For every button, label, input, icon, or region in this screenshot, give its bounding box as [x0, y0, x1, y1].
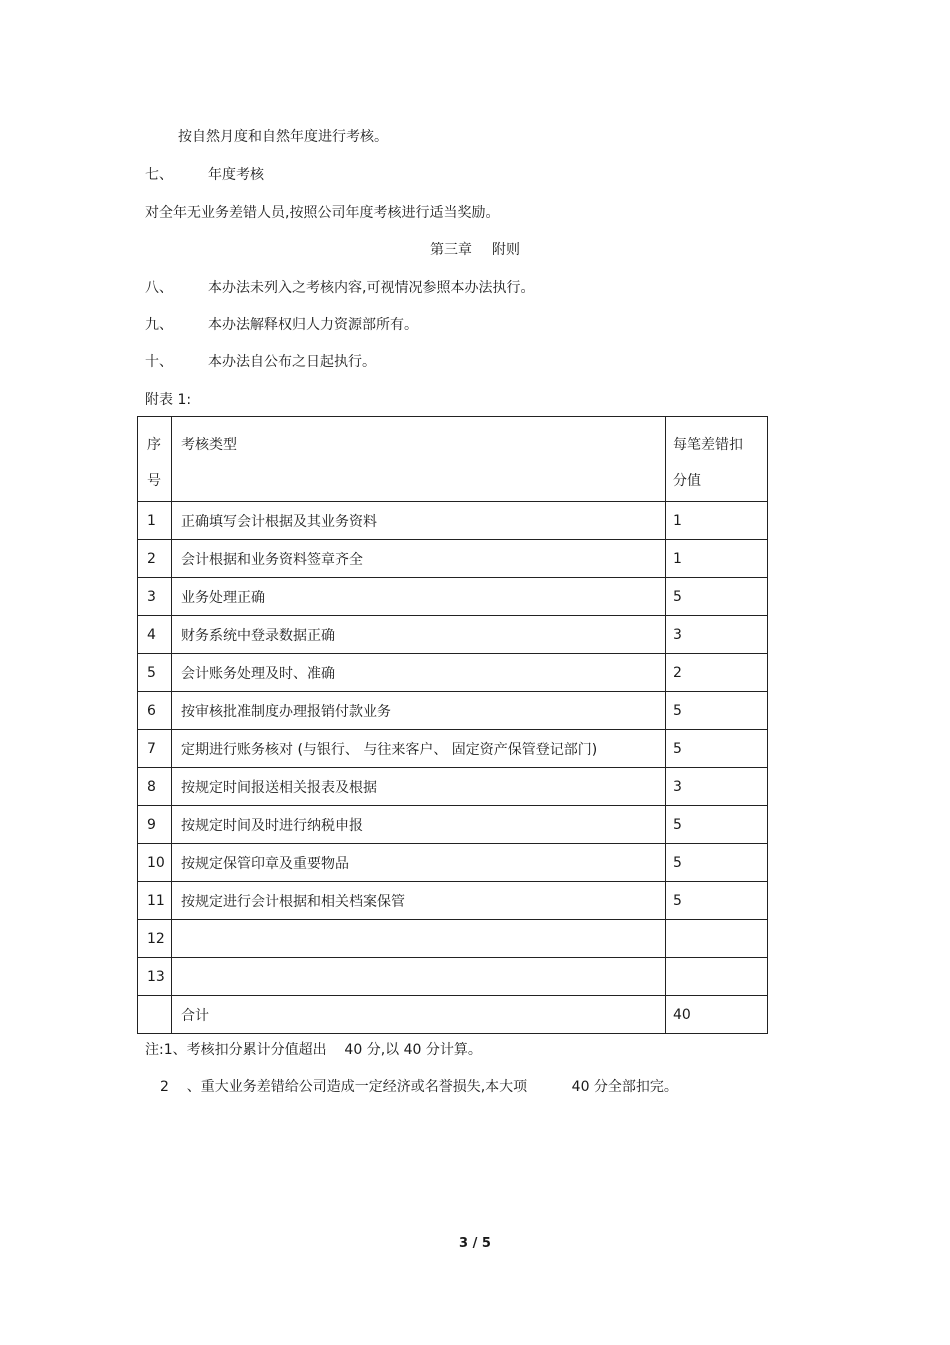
row-value — [666, 958, 768, 996]
section-10-text: 本办法自公布之日起执行。 — [208, 354, 376, 370]
row-index: 10 — [138, 844, 172, 882]
row-type: 定期进行账务核对 (与银行、 与往来客户、 固定资产保管登记部门) — [172, 730, 666, 768]
section-8 — [145, 277, 534, 297]
section-8-number: 八、 — [145, 280, 173, 296]
row-value: 1 — [666, 502, 768, 540]
row-index: 13 — [138, 958, 172, 996]
table-row — [138, 502, 768, 540]
row-value: 3 — [666, 616, 768, 654]
note-1: 注:1、考核扣分累计分值超出 40 分,以 40 分计算。 — [145, 1042, 482, 1058]
table-row — [138, 654, 768, 692]
row-index: 3 — [138, 578, 172, 616]
section-8-text: 本办法未列入之考核内容,可视情况参照本办法执行。 — [208, 280, 535, 296]
section-9-number: 九、 — [145, 317, 173, 333]
total-index — [138, 996, 172, 1034]
table-row — [138, 578, 768, 616]
section-10 — [145, 351, 376, 371]
table-row — [138, 958, 768, 996]
table-row — [138, 692, 768, 730]
page-number: 3 / 5 — [459, 1236, 491, 1251]
row-type: 按规定时间及时进行纳税申报 — [172, 806, 666, 844]
row-index: 4 — [138, 616, 172, 654]
row-type — [172, 958, 666, 996]
chapter-title: 附则 — [492, 242, 520, 258]
attachment-label: 附表 1: — [145, 392, 192, 408]
paragraph-monthly-yearly: 按自然月度和自然年度进行考核。 — [178, 129, 388, 145]
row-index: 8 — [138, 768, 172, 806]
row-type: 正确填写会计根据及其业务资料 — [172, 502, 666, 540]
section-9-text: 本办法解释权归人力资源部所有。 — [208, 317, 418, 333]
table-row — [138, 844, 768, 882]
row-index: 5 — [138, 654, 172, 692]
table-row — [138, 540, 768, 578]
row-value: 3 — [666, 768, 768, 806]
row-type: 会计根据和业务资料签章齐全 — [172, 540, 666, 578]
row-value — [666, 920, 768, 958]
header-index — [138, 417, 172, 502]
row-type: 财务系统中登录数据正确 — [172, 616, 666, 654]
row-type: 按规定进行会计根据和相关档案保管 — [172, 882, 666, 920]
table-row — [138, 806, 768, 844]
table-row — [138, 920, 768, 958]
section-7 — [145, 164, 264, 184]
header-value-line1: 每笔差错扣 — [673, 437, 743, 453]
row-index: 11 — [138, 882, 172, 920]
row-index: 6 — [138, 692, 172, 730]
assessment-table — [137, 416, 768, 1034]
chapter-heading — [0, 239, 950, 259]
row-value: 5 — [666, 806, 768, 844]
row-value: 5 — [666, 882, 768, 920]
row-type: 会计账务处理及时、准确 — [172, 654, 666, 692]
row-type: 按规定保管印章及重要物品 — [172, 844, 666, 882]
section-7-number: 七、 — [145, 167, 173, 183]
header-index-line2: 号 — [147, 473, 161, 489]
note-2: 2 、重大业务差错给公司造成一定经济或名誉损失,本大项 40 分全部扣完。 — [160, 1079, 678, 1095]
row-index: 9 — [138, 806, 172, 844]
row-value: 1 — [666, 540, 768, 578]
row-type — [172, 920, 666, 958]
row-index: 2 — [138, 540, 172, 578]
row-index: 7 — [138, 730, 172, 768]
row-index: 1 — [138, 502, 172, 540]
total-label: 合计 — [172, 996, 666, 1034]
header-value — [666, 417, 768, 502]
row-type: 业务处理正确 — [172, 578, 666, 616]
row-value: 5 — [666, 844, 768, 882]
table-row — [138, 768, 768, 806]
header-type: 考核类型 — [172, 417, 666, 502]
row-type: 按审核批准制度办理报销付款业务 — [172, 692, 666, 730]
table-total-row — [138, 996, 768, 1034]
header-index-line1: 序 — [147, 437, 161, 453]
table-row — [138, 616, 768, 654]
row-index: 12 — [138, 920, 172, 958]
header-value-line2: 分值 — [673, 473, 701, 489]
section-9 — [145, 314, 418, 334]
section-7-text: 年度考核 — [208, 167, 264, 183]
paragraph-annual-reward: 对全年无业务差错人员,按照公司年度考核进行适当奖励。 — [145, 205, 500, 221]
table-row — [138, 882, 768, 920]
row-value: 2 — [666, 654, 768, 692]
row-value: 5 — [666, 578, 768, 616]
total-value: 40 — [666, 996, 768, 1034]
chapter-number: 第三章 — [430, 242, 472, 258]
row-value: 5 — [666, 692, 768, 730]
table-row — [138, 730, 768, 768]
row-value: 5 — [666, 730, 768, 768]
table-header-row — [138, 417, 768, 502]
row-type: 按规定时间报送相关报表及根据 — [172, 768, 666, 806]
section-10-number: 十、 — [145, 354, 173, 370]
